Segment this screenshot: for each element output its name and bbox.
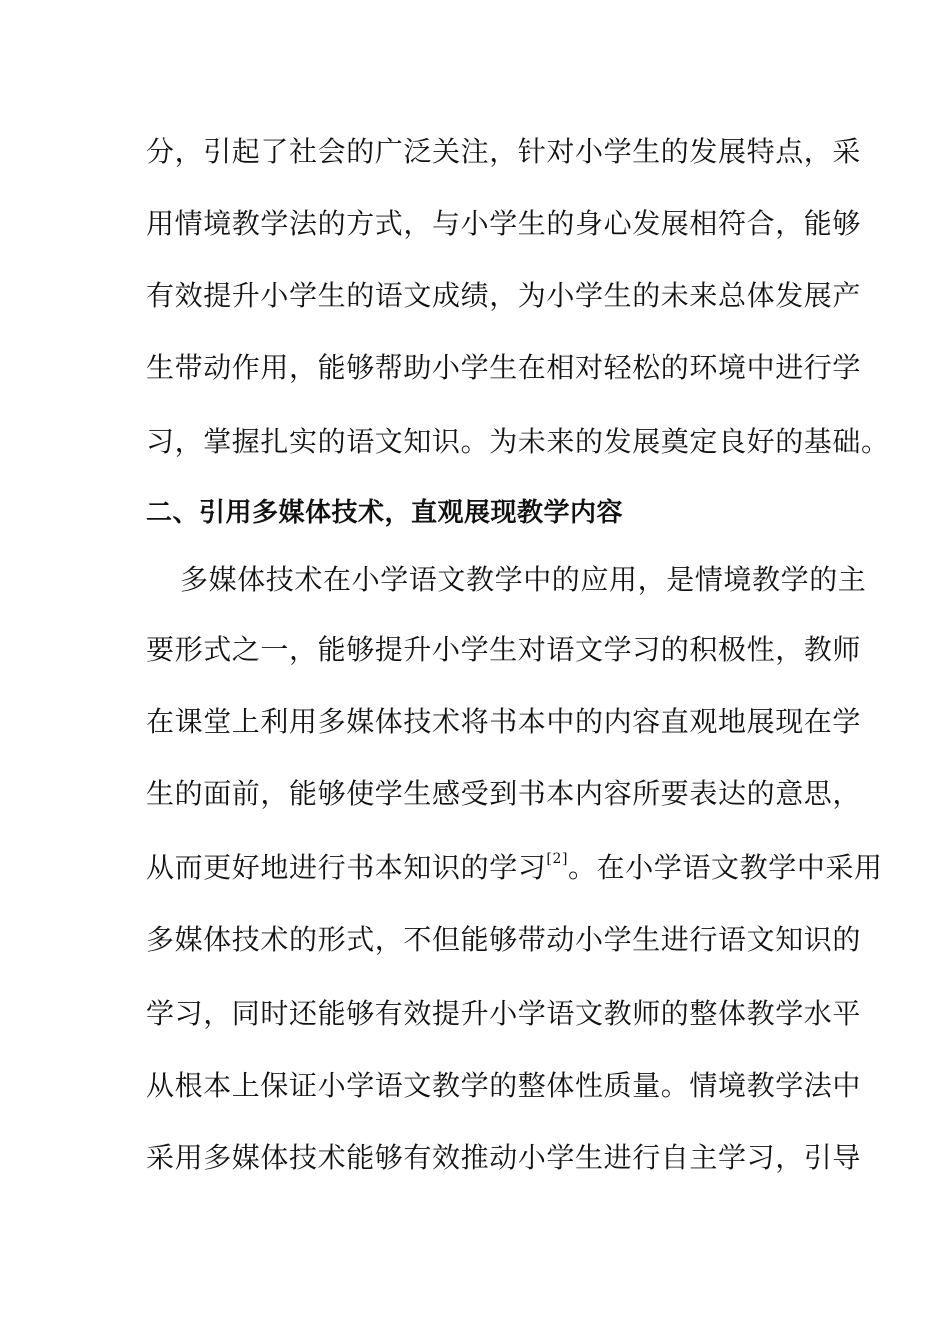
section-heading: 二、引用多媒体技术，直观展现教学内容 xyxy=(146,498,624,528)
paragraph2-line-6: 多媒体技术的形式，不但能够带动小学生进行语文知识的 xyxy=(146,923,862,956)
paragraph2-line-3: 在课堂上利用多媒体技术将书本中的内容直观地展现在学 xyxy=(146,705,862,738)
paragraph1-line-3: 有效提升小学生的语文成绩，为小学生的未来总体发展产 xyxy=(146,279,862,312)
paragraph2-line-5-text: 从而更好地进行书本知识的学习 xyxy=(146,851,547,884)
paragraph1-line-1: 分，引起了社会的广泛关注，针对小学生的发展特点，采 xyxy=(146,135,862,168)
paragraph2-line-4: 生的面前，能够使学生感受到书本内容所要表达的意思， xyxy=(146,777,862,810)
paragraph2-line-7: 学习，同时还能够有效提升小学语文教师的整体教学水平 xyxy=(146,997,862,1030)
paragraph2-line-1: 多媒体技术在小学语文教学中的应用，是情境教学的主 xyxy=(180,563,867,596)
paragraph2-line-8: 从根本上保证小学语文教学的整体性质量。情境教学法中 xyxy=(146,1069,862,1102)
paragraph1-line-4: 生带动作用，能够帮助小学生在相对轻松的环境中进行学 xyxy=(146,351,862,384)
paragraph1-line-5: 习，掌握扎实的语文知识。为未来的发展奠定良好的基础。 xyxy=(146,425,890,458)
paragraph2-line-5 xyxy=(146,850,883,886)
paragraph2-line-5-text-after: 。在小学语文教学中采用 xyxy=(568,851,883,884)
paragraph2-line-9: 采用多媒体技术能够有效推动小学生进行自主学习，引导 xyxy=(146,1141,862,1174)
paragraph1-line-2: 用情境教学法的方式，与小学生的身心发展相符合，能够 xyxy=(146,207,862,240)
paragraph2-line-2: 要形式之一，能够提升小学生对语文学习的积极性，教师 xyxy=(146,633,862,666)
citation-reference[interactable]: [2] xyxy=(546,850,569,867)
